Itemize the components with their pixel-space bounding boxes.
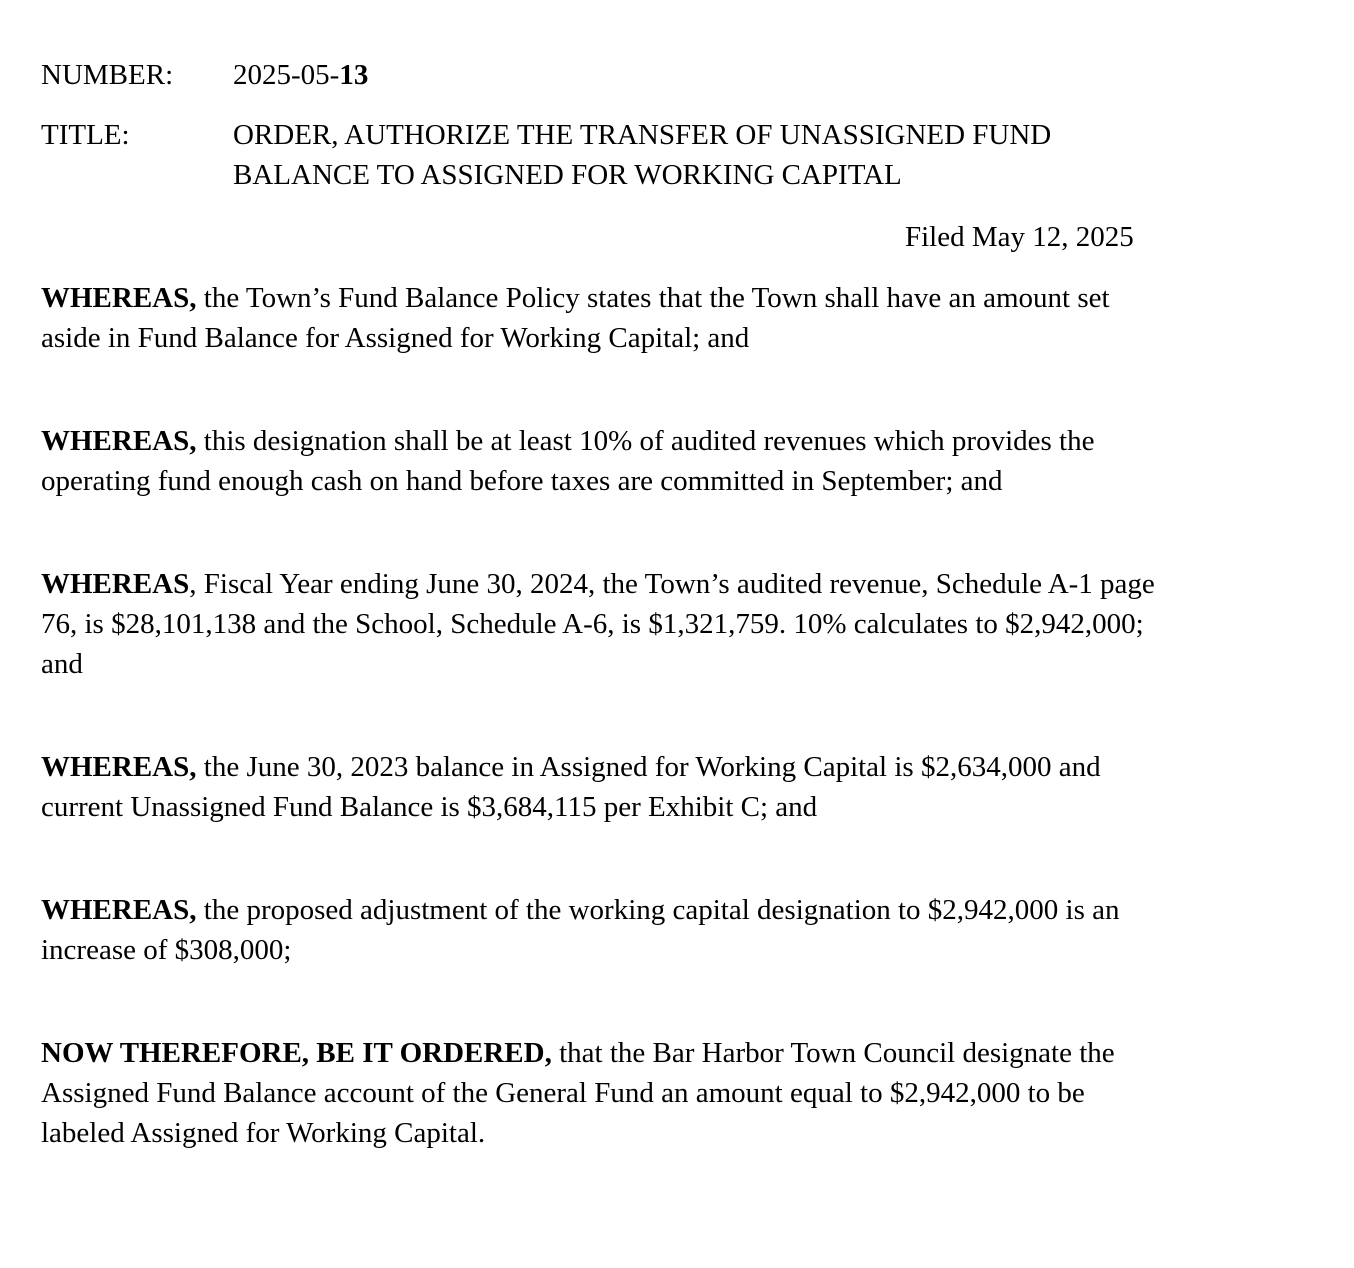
paragraph-text: the proposed adjustment of the working capital designation to $2,942,000 is an <box>196 894 1120 926</box>
title-line-2: BALANCE TO ASSIGNED FOR WORKING CAPITAL <box>233 159 902 191</box>
paragraph-line <box>41 421 1331 461</box>
whereas-paragraph-2 <box>41 421 1331 501</box>
number-label: NUMBER: <box>41 59 174 91</box>
paragraph-lead: WHEREAS <box>41 568 190 600</box>
paragraph-line: aside in Fund Balance for Assigned for Working Capital; and <box>41 322 750 354</box>
whereas-paragraph-3 <box>41 564 1331 684</box>
paragraph-line: current Unassigned Fund Balance is $3,684,115 per Exhibit C; and <box>41 791 818 823</box>
paragraph-line <box>41 1033 1331 1073</box>
number-row <box>41 55 1331 95</box>
order-paragraph <box>41 1033 1331 1153</box>
title-row <box>41 115 1331 195</box>
paragraph-text: the Town’s Fund Balance Policy states that the Town shall have an amount set <box>196 282 1110 314</box>
paragraph-text: the June 30, 2023 balance in Assigned for Working Capital is $2,634,000 and <box>196 751 1101 783</box>
paragraph-line <box>41 747 1331 787</box>
whereas-paragraph-4 <box>41 747 1331 827</box>
paragraph-text: that the Bar Harbor Town Council designate the <box>551 1037 1115 1069</box>
whereas-paragraph-1 <box>41 278 1331 358</box>
paragraph-line: labeled Assigned for Working Capital. <box>41 1117 486 1149</box>
paragraph-lead: NOW THEREFORE, BE IT ORDERED, <box>41 1037 552 1069</box>
paragraph-lead: WHEREAS, <box>41 425 197 457</box>
paragraph-lead: WHEREAS, <box>41 894 197 926</box>
number-suffix: 13 <box>339 59 369 91</box>
title-label: TITLE: <box>41 119 130 151</box>
number-value <box>233 55 1331 95</box>
number-prefix: 2025-05- <box>233 59 340 91</box>
title-value <box>233 115 1331 195</box>
filed-date: Filed May 12, 2025 <box>905 221 1134 253</box>
paragraph-lead: WHEREAS, <box>41 282 197 314</box>
paragraph-line: increase of $308,000; <box>41 934 292 966</box>
paragraph-text: this designation shall be at least 10% of audited revenues which provides the <box>196 425 1095 457</box>
paragraph-text: , Fiscal Year ending June 30, 2024, the Town’s audited revenue, Schedule A-1 page <box>189 568 1155 600</box>
document-page <box>41 55 1331 1153</box>
paragraph-line: operating fund enough cash on hand before taxes are committed in September; and <box>41 465 1003 497</box>
paragraph-line: 76, is $28,101,138 and the School, Schedule A-6, is $1,321,759. 10% calculates to $2,942,000; <box>41 608 1144 640</box>
paragraph-line: and <box>41 648 83 680</box>
paragraph-line <box>41 890 1331 930</box>
paragraph-line: Assigned Fund Balance account of the General Fund an amount equal to $2,942,000 to be <box>41 1077 1085 1109</box>
paragraph-lead: WHEREAS, <box>41 751 197 783</box>
paragraph-line <box>41 564 1331 604</box>
whereas-paragraph-5 <box>41 890 1331 970</box>
paragraph-line <box>41 278 1331 318</box>
title-line-1: ORDER, AUTHORIZE THE TRANSFER OF UNASSIGNED FUND <box>233 119 1052 151</box>
